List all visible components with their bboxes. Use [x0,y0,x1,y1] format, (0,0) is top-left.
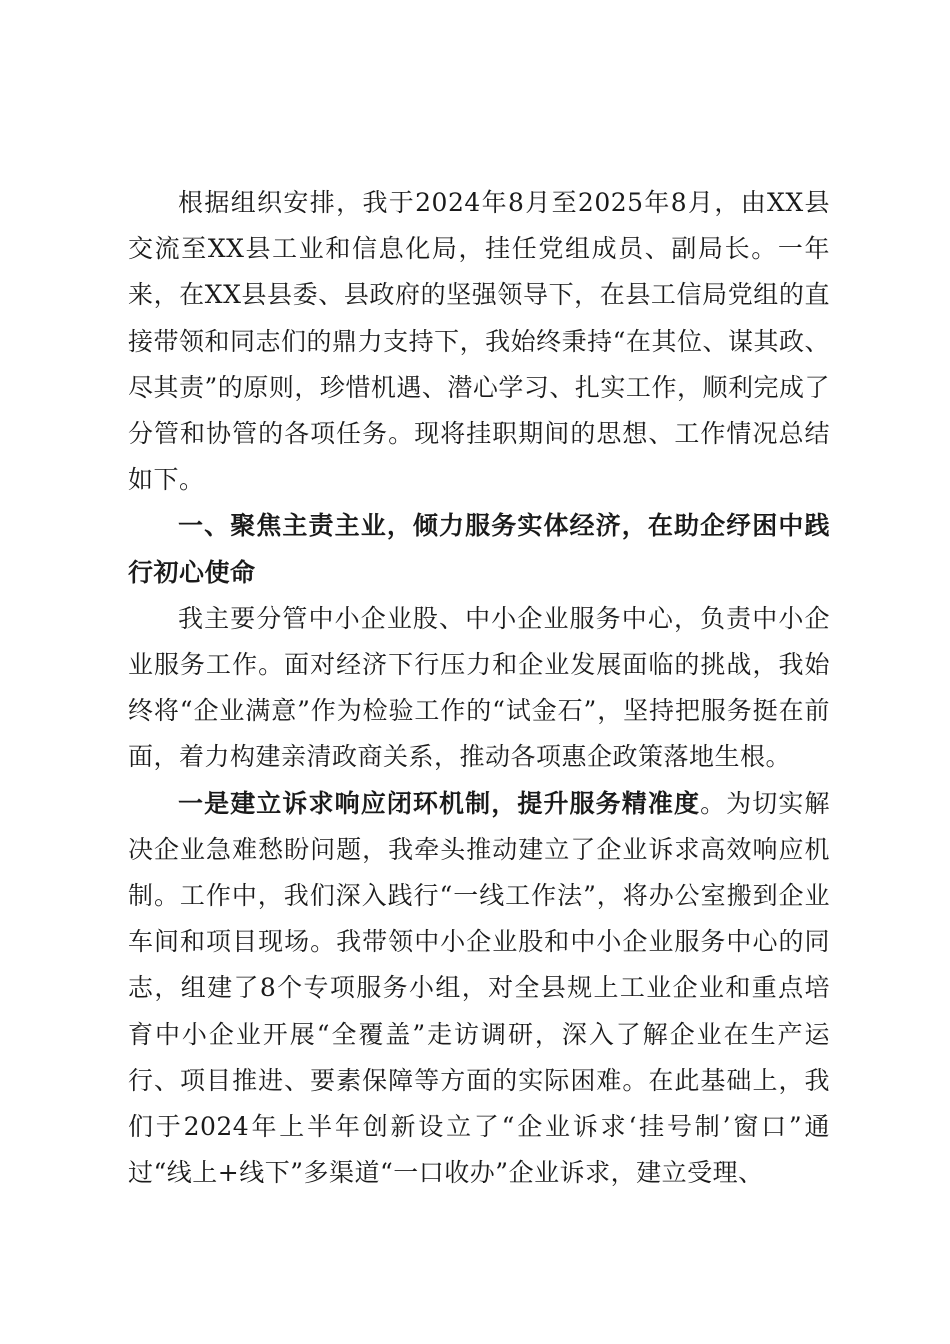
section-1-paragraph: 我主要分管中小企业股、中小企业服务中心，负责中小企业服务工作。面对经济下行压力和企业发展面临的挑战，我始终将“企业满意”作为检验工作的“试金石”，坚持把服务挺在前面，着力构建亲清政商关系，推动各项惠企政策落地生根。 [128,603,830,772]
point-1-paragraph [128,781,830,1197]
point-1-body: 。为切实解决企业急难愁盼问题，我牵头推动建立了企业诉求高效响应机制。工作中，我们深入践行“一线工作法”，将办公室搬到企业车间和项目现场。我带领中小企业股和中小企业服务中心的同志，组建了8个专项服务小组，对全县规上工业企业和重点培育中小企业开展“全覆盖”走访调研，深入了解企业在生产运行、项目推进、要素保障等方面的实际困难。在此基础上，我们于2024年上半年创新设立了“企业诉求‘挂号制’窗口”通过“线上+线下”多渠道“一口收办”企业诉求，建立受理、 [128,788,830,1188]
intro-paragraph: 根据组织安排，我于2024年8月至2025年8月，由XX县交流至XX县工业和信息化局，挂任党组成员、副局长。一年来，在XX县县委、县政府的坚强领导下，在县工信局党组的直接带领和同志们的鼎力支持下，我始终秉持“在其位、谋其政、尽其责”的原则，珍惜机遇、潜心学习、扎实工作，顺利完成了分管和协管的各项任务。现将挂职期间的思想、工作情况总结如下。 [128,188,830,495]
section-heading-1: 一、聚焦主责主业，倾力服务实体经济，在助企纾困中践行初心使命 [128,511,830,587]
document-body [128,180,830,1196]
point-1-lead: 一是建立诉求响应闭环机制，提升服务精准度 [178,788,701,818]
